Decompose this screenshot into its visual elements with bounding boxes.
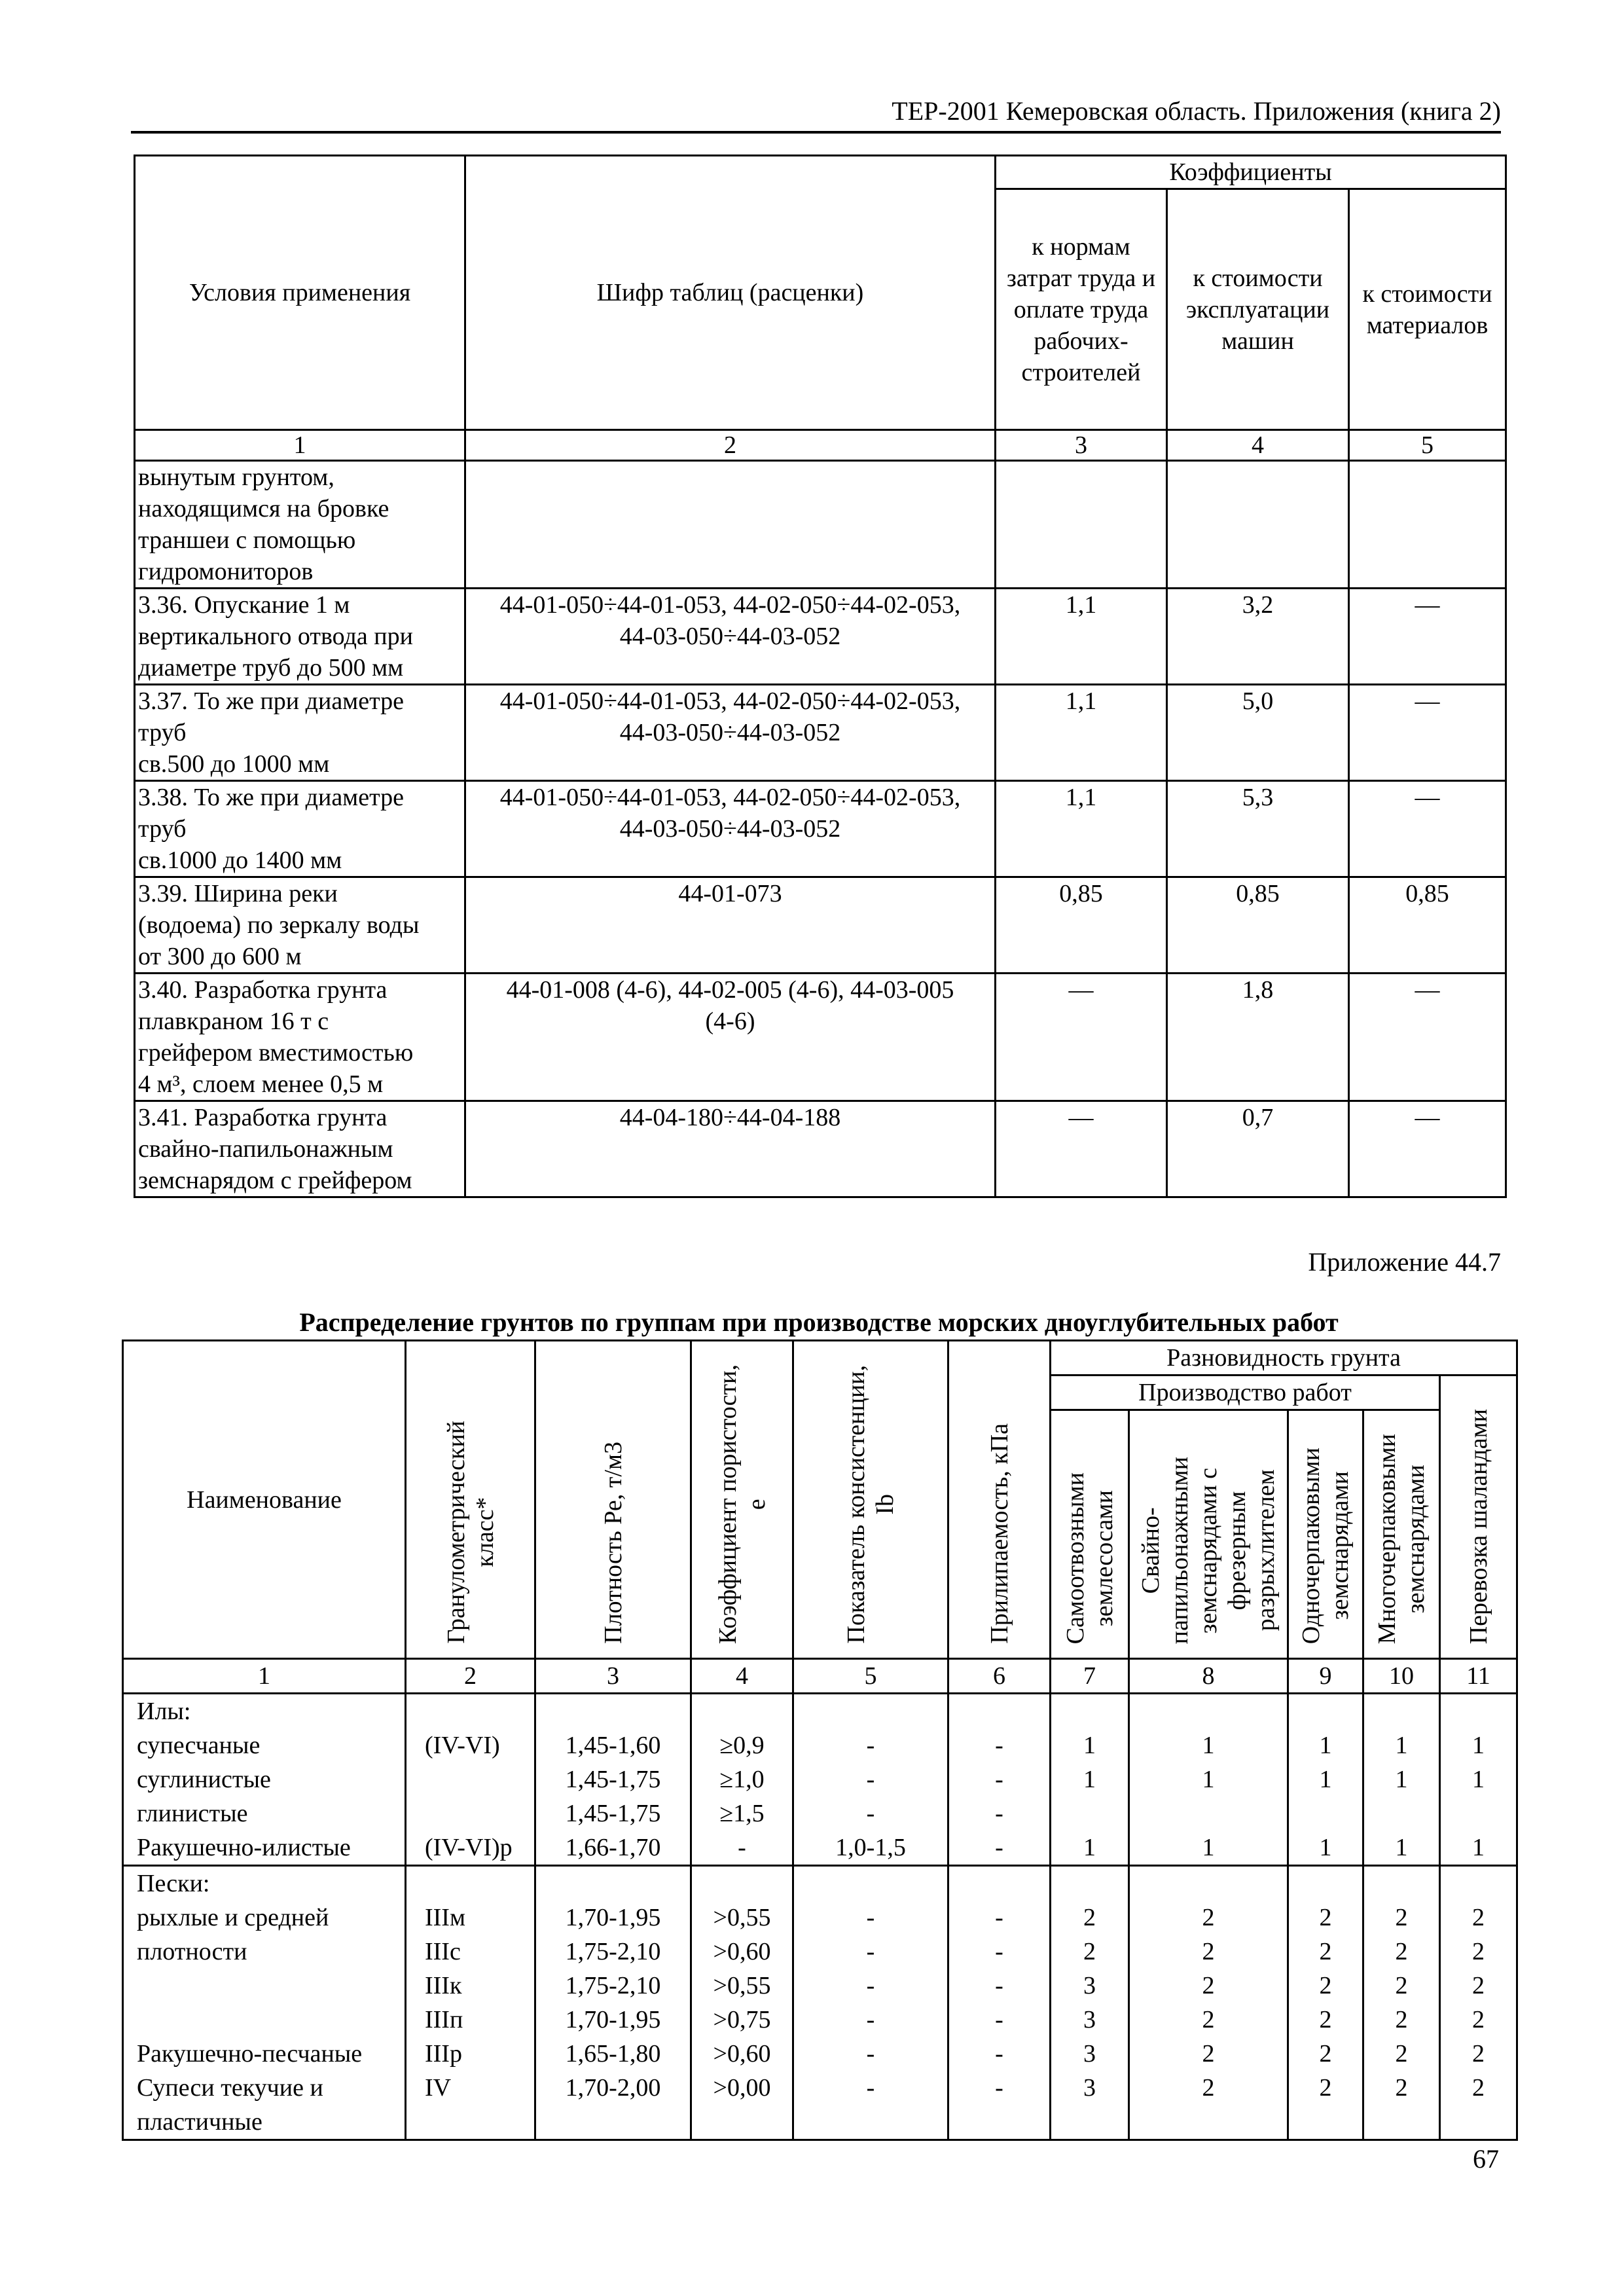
machine-coefficient: 0,85 xyxy=(1167,877,1349,974)
header-line: Одночерпаковыми xyxy=(1297,1447,1325,1644)
header-adhesion xyxy=(948,1341,1051,1659)
header-machines: к стоимости эксплуатации машин xyxy=(1167,189,1349,430)
cell-line: 2 xyxy=(1202,1938,1215,1965)
cell-line: 1 xyxy=(1472,1834,1485,1861)
header-density xyxy=(535,1341,691,1659)
machine-coefficient: 0,7 xyxy=(1167,1101,1349,1197)
cell-line: - xyxy=(866,1938,875,1965)
cell-line: труб xyxy=(138,815,187,843)
adhesion-value xyxy=(948,1694,1051,1866)
column-number: 5 xyxy=(1349,430,1506,461)
cell-line: св.1000 до 1400 мм xyxy=(138,847,342,874)
cell-line: 3.39. Ширина реки xyxy=(138,880,338,907)
material-coefficient xyxy=(1349,461,1506,589)
cell-line: 44-03-050÷44-03-052 xyxy=(619,623,841,650)
code-cell xyxy=(465,589,996,685)
cell-line: 2 xyxy=(1395,2074,1408,2102)
header-line: класс* xyxy=(471,1497,499,1568)
table-row xyxy=(135,1101,1506,1197)
table-row xyxy=(135,589,1506,685)
cell-line: траншеи с помощью xyxy=(138,526,356,554)
cell-line: вертикального отвода при xyxy=(138,623,413,650)
cell-line: 3.40. Разработка грунта xyxy=(138,976,388,1004)
column-number: 11 xyxy=(1440,1659,1517,1694)
cell-line: 2 xyxy=(1472,2074,1485,2102)
header-line: е xyxy=(742,1498,770,1510)
cell-line: 2 xyxy=(1319,1938,1332,1965)
cell-line: IIIп xyxy=(425,2006,463,2033)
cell-line: - xyxy=(995,1904,1003,1931)
cell-line: ≥0,9 xyxy=(719,1732,765,1759)
single-bucket-group xyxy=(1288,1866,1363,2140)
machine-coefficient: 3,2 xyxy=(1167,589,1349,685)
condition-cell xyxy=(135,685,465,781)
material-coefficient: — xyxy=(1349,1101,1506,1197)
table-row xyxy=(135,781,1506,877)
cell-line: находящимся на бровке xyxy=(138,495,389,522)
cell-line: пластичные xyxy=(137,2108,262,2136)
cell-line: диаметре труб до 500 мм xyxy=(138,654,404,682)
material-coefficient: — xyxy=(1349,589,1506,685)
cell-line: супесчаные xyxy=(137,1732,261,1759)
labor-coefficient: 1,1 xyxy=(996,685,1167,781)
condition-cell xyxy=(135,781,465,877)
cell-line: - xyxy=(866,1732,875,1759)
labor-coefficient: — xyxy=(996,974,1167,1101)
labor-coefficient: 0,85 xyxy=(996,877,1167,974)
labor-coefficient: 1,1 xyxy=(996,781,1167,877)
column-number: 6 xyxy=(948,1659,1051,1694)
cell-line: IIIр xyxy=(425,2040,462,2068)
cell-line: 2 xyxy=(1202,2074,1215,2102)
cell-line: 1,66-1,70 xyxy=(565,1834,661,1861)
cell-line: вынутым грунтом, xyxy=(138,464,334,491)
cell-line: 1 xyxy=(1202,1766,1215,1793)
cell-line: 2 xyxy=(1202,1904,1215,1931)
density-value xyxy=(535,1694,691,1866)
cell-line: 1 xyxy=(1083,1732,1096,1759)
table2-title: Распределение грунтов по группам при производстве морских дноуглубительных работ xyxy=(299,1307,1339,1337)
header-line: земснарядами xyxy=(1326,1471,1354,1620)
labor-coefficient xyxy=(996,461,1167,589)
table-row xyxy=(135,877,1506,974)
header-materials: к стоимости материалов xyxy=(1349,189,1506,430)
code-cell xyxy=(465,685,996,781)
header-line: Многочерпаковыми xyxy=(1373,1433,1401,1644)
cell-line: 44-01-073 xyxy=(678,880,782,907)
self-propelled-group xyxy=(1051,1866,1129,2140)
cell-line: >0,55 xyxy=(713,1904,771,1931)
coefficients-table xyxy=(134,155,1507,1198)
cell-line: 1 xyxy=(1395,1732,1408,1759)
column-number: 1 xyxy=(135,430,465,461)
cell-line: - xyxy=(866,1904,875,1931)
cell-line: 44-01-050÷44-01-053, 44-02-050÷44-02-053, xyxy=(499,591,961,619)
granulometric-class xyxy=(406,1866,535,2140)
cell-line: 1,75-2,10 xyxy=(565,1938,661,1965)
cell-line: - xyxy=(866,1972,875,1999)
header-code: Шифр таблиц (расценки) xyxy=(465,156,996,430)
cell-line: гидромониторов xyxy=(138,558,314,585)
cell-line: - xyxy=(995,1972,1003,1999)
appendix-label: Приложение 44.7 xyxy=(1308,1247,1501,1277)
cell-line: 1 xyxy=(1319,1766,1332,1793)
cell-line: Ракушечно-песчаные xyxy=(137,2040,363,2068)
soil-name xyxy=(123,1866,406,2140)
header-single-bucket xyxy=(1288,1410,1363,1659)
cell-line: - xyxy=(738,1834,746,1861)
cell-line: 2 xyxy=(1083,1904,1096,1931)
cell-line: IV xyxy=(425,2074,452,2102)
column-number: 8 xyxy=(1129,1659,1288,1694)
cell-line: (IV-VI) xyxy=(425,1732,500,1759)
header-porosity xyxy=(691,1341,793,1659)
labor-coefficient: 1,1 xyxy=(996,589,1167,685)
cell-line: 1 xyxy=(1083,1834,1096,1861)
column-number: 1 xyxy=(123,1659,406,1694)
cell-line: 1 xyxy=(1202,1732,1215,1759)
cell-line: - xyxy=(866,1766,875,1793)
cell-line: 44-01-050÷44-01-053, 44-02-050÷44-02-053, xyxy=(499,687,961,715)
cell-line: Ракушечно-илистые xyxy=(137,1834,351,1861)
header-name: Наименование xyxy=(123,1341,406,1659)
header-self-propelled xyxy=(1051,1410,1129,1659)
running-title: ТЕР-2001 Кемеровская область. Приложения (книга 2) xyxy=(892,96,1501,126)
header-line: Коэффициент пористости, xyxy=(713,1364,742,1644)
cell-line: глинистые xyxy=(137,1800,248,1827)
code-cell xyxy=(465,974,996,1101)
machine-coefficient xyxy=(1167,461,1349,589)
cell-line: 2 xyxy=(1395,1938,1408,1965)
cell-line: - xyxy=(995,1800,1003,1827)
cell-line: - xyxy=(866,1800,875,1827)
porosity-value xyxy=(691,1866,793,2140)
cell-line: 1,75-2,10 xyxy=(565,1972,661,1999)
table-row xyxy=(123,1866,1517,2140)
consistency-value xyxy=(793,1866,948,2140)
code-cell xyxy=(465,781,996,877)
cell-line: (водоема) по зеркалу воды xyxy=(138,911,420,939)
cell-line: 2 xyxy=(1395,1904,1408,1931)
condition-cell xyxy=(135,461,465,589)
header-line: Перевозка шаландами xyxy=(1464,1408,1492,1644)
cell-line: 2 xyxy=(1319,1904,1332,1931)
cell-line: 3 xyxy=(1083,1972,1096,1999)
material-coefficient: 0,85 xyxy=(1349,877,1506,974)
column-number: 2 xyxy=(406,1659,535,1694)
column-number: 4 xyxy=(1167,430,1349,461)
column-number: 4 xyxy=(691,1659,793,1694)
material-coefficient: — xyxy=(1349,685,1506,781)
multi-bucket-group xyxy=(1363,1866,1440,2140)
material-coefficient: — xyxy=(1349,781,1506,877)
pile-pontoon-group xyxy=(1129,1694,1288,1866)
header-pile-pontoon xyxy=(1129,1410,1288,1659)
cell-line: 3.41. Разработка грунта xyxy=(138,1104,388,1131)
column-number: 7 xyxy=(1051,1659,1129,1694)
cell-line: 1 xyxy=(1319,1834,1332,1861)
cell-line: земснарядом с грейфером xyxy=(138,1167,412,1194)
table-row xyxy=(135,461,1506,589)
cell-line: труб xyxy=(138,719,187,746)
header-line: земснарядами с xyxy=(1195,1467,1222,1633)
column-number: 9 xyxy=(1288,1659,1363,1694)
column-number: 3 xyxy=(996,430,1167,461)
cell-line: 1 xyxy=(1395,1766,1408,1793)
header-line: Прилипаемость, кПа xyxy=(985,1423,1013,1644)
header-line: Свайно- xyxy=(1137,1506,1164,1594)
cell-line: 1 xyxy=(1083,1766,1096,1793)
self-propelled-group xyxy=(1051,1694,1129,1866)
cell-line: св.500 до 1000 мм xyxy=(138,750,330,778)
header-line: Ib xyxy=(871,1494,899,1516)
code-cell xyxy=(465,1101,996,1197)
table-row xyxy=(135,974,1506,1101)
cell-line: - xyxy=(995,2074,1003,2102)
machine-coefficient: 1,8 xyxy=(1167,974,1349,1101)
cell-line: - xyxy=(995,2040,1003,2068)
cell-line: рыхлые и средней xyxy=(137,1904,329,1931)
cell-line: 2 xyxy=(1202,2006,1215,2033)
cell-line: 3.36. Опускание 1 м xyxy=(138,591,350,619)
multi-bucket-group xyxy=(1363,1694,1440,1866)
condition-cell xyxy=(135,877,465,974)
cell-line: 2 xyxy=(1319,2040,1332,2068)
header-multi-bucket xyxy=(1363,1410,1440,1659)
cell-line: суглинистые xyxy=(137,1766,271,1793)
header-line: землесосами xyxy=(1090,1489,1118,1626)
cell-line: 44-04-180÷44-04-188 xyxy=(619,1104,841,1131)
column-number: 10 xyxy=(1363,1659,1440,1694)
cell-line: - xyxy=(995,1938,1003,1965)
cell-line: - xyxy=(995,1766,1003,1793)
single-bucket-group xyxy=(1288,1694,1363,1866)
cell-line: 4 м³, слоем менее 0,5 м xyxy=(138,1070,384,1098)
cell-line: 2 xyxy=(1083,1938,1096,1965)
cell-line: - xyxy=(866,2006,875,2033)
cell-line: 1 xyxy=(1472,1732,1485,1759)
cell-line: >0,00 xyxy=(713,2074,771,2102)
barge-group xyxy=(1440,1866,1517,2140)
header-line: фрезерным xyxy=(1223,1490,1251,1610)
header-line: земснарядами xyxy=(1402,1464,1430,1613)
cell-line: 1 xyxy=(1472,1766,1485,1793)
cell-line: 1,45-1,60 xyxy=(565,1732,661,1759)
adhesion-value xyxy=(948,1866,1051,2140)
header-labor: к нормам затрат труда и оплате труда рабочих-строителей xyxy=(996,189,1167,430)
cell-line: 1,70-1,95 xyxy=(565,1904,661,1931)
cell-line: плотности xyxy=(137,1938,247,1965)
density-value xyxy=(535,1866,691,2140)
cell-line: Супеси текучие и xyxy=(137,2074,323,2102)
cell-line: >0,75 xyxy=(713,2006,771,2033)
header-soil-type: Разновидность грунта xyxy=(1051,1341,1517,1376)
cell-line: (4-6) xyxy=(705,1008,755,1035)
cell-line: - xyxy=(995,1834,1003,1861)
cell-line: Илы: xyxy=(137,1698,191,1725)
cell-line: 44-01-050÷44-01-053, 44-02-050÷44-02-053, xyxy=(499,784,961,811)
header-conditions: Условия применения xyxy=(135,156,465,430)
cell-line: 3.38. То же при диаметре xyxy=(138,784,405,811)
cell-line: 2 xyxy=(1472,1972,1485,1999)
page-number: 67 xyxy=(1473,2144,1499,2174)
cell-line: 2 xyxy=(1395,2006,1408,2033)
cell-line: - xyxy=(866,2040,875,2068)
column-number: 2 xyxy=(465,430,996,461)
cell-line: 2 xyxy=(1472,2006,1485,2033)
table-row xyxy=(123,1694,1517,1866)
header-line: папильонажными xyxy=(1166,1456,1193,1644)
header-line: Показатель консистенции, xyxy=(842,1365,870,1644)
cell-line: 3 xyxy=(1083,2074,1096,2102)
cell-line: - xyxy=(995,1732,1003,1759)
porosity-value xyxy=(691,1694,793,1866)
code-cell xyxy=(465,461,996,589)
material-coefficient: — xyxy=(1349,974,1506,1101)
cell-line: Пески: xyxy=(137,1870,210,1897)
condition-cell xyxy=(135,589,465,685)
cell-line: 2 xyxy=(1472,1938,1485,1965)
cell-line: 2 xyxy=(1319,1972,1332,1999)
cell-line: IIIм xyxy=(425,1904,466,1931)
cell-line: 2 xyxy=(1395,2040,1408,2068)
header-line: Плотность Ре, т/м3 xyxy=(599,1442,627,1644)
cell-line: 1 xyxy=(1395,1834,1408,1861)
table-row xyxy=(135,685,1506,781)
cell-line: 1,65-1,80 xyxy=(565,2040,661,2068)
cell-line: 2 xyxy=(1319,2074,1332,2102)
header-works: Производство работ xyxy=(1051,1376,1440,1410)
header-coefficients: Коэффициенты xyxy=(996,156,1506,189)
cell-line: - xyxy=(866,2074,875,2102)
cell-line: плавкраном 16 т с xyxy=(138,1008,329,1035)
header-consistency xyxy=(793,1341,948,1659)
header-line: Гранулометрический xyxy=(442,1421,470,1644)
cell-line: 2 xyxy=(1472,1904,1485,1931)
machine-coefficient: 5,0 xyxy=(1167,685,1349,781)
labor-coefficient: — xyxy=(996,1101,1167,1197)
cell-line: 3 xyxy=(1083,2040,1096,2068)
cell-line: 2 xyxy=(1395,1972,1408,1999)
cell-line: 44-03-050÷44-03-052 xyxy=(619,815,841,843)
column-number: 5 xyxy=(793,1659,948,1694)
cell-line: - xyxy=(995,2006,1003,2033)
granulometric-class xyxy=(406,1694,535,1866)
soil-name xyxy=(123,1694,406,1866)
condition-cell xyxy=(135,1101,465,1197)
cell-line: (IV-VI)р xyxy=(425,1834,513,1861)
cell-line: 3.37. То же при диаметре xyxy=(138,687,405,715)
cell-line: 1 xyxy=(1202,1834,1215,1861)
condition-cell xyxy=(135,974,465,1101)
header-granulometric xyxy=(406,1341,535,1659)
cell-line: 2 xyxy=(1472,2040,1485,2068)
header-line: разрыхлителем xyxy=(1252,1469,1280,1631)
header-rule xyxy=(131,131,1501,134)
cell-line: IIIс xyxy=(425,1938,461,1965)
header-line: Самоотвозными xyxy=(1061,1472,1089,1644)
cell-line: 1 xyxy=(1319,1732,1332,1759)
cell-line: от 300 до 600 м xyxy=(138,943,302,970)
cell-line: 3 xyxy=(1083,2006,1096,2033)
cell-line: ≥1,5 xyxy=(719,1800,765,1827)
cell-line: свайно-папильонажным xyxy=(138,1135,393,1163)
cell-line: 1,70-1,95 xyxy=(565,2006,661,2033)
soil-groups-table xyxy=(122,1339,1518,2141)
consistency-value xyxy=(793,1694,948,1866)
cell-line: 44-03-050÷44-03-052 xyxy=(619,719,841,746)
column-number-row xyxy=(135,430,1506,461)
cell-line: 2 xyxy=(1202,2040,1215,2068)
column-number-row xyxy=(123,1659,1517,1694)
cell-line: 1,45-1,75 xyxy=(565,1800,661,1827)
machine-coefficient: 5,3 xyxy=(1167,781,1349,877)
cell-line: грейфером вместимостью xyxy=(138,1039,414,1066)
cell-line: IIIк xyxy=(425,1972,462,1999)
cell-line: >0,60 xyxy=(713,2040,771,2068)
cell-line: 2 xyxy=(1319,2006,1332,2033)
cell-line: 1,0-1,5 xyxy=(835,1834,906,1861)
cell-line: 1,45-1,75 xyxy=(565,1766,661,1793)
header-barges xyxy=(1440,1376,1517,1659)
cell-line: 44-01-008 (4-6), 44-02-005 (4-6), 44-03-005 xyxy=(506,976,954,1004)
code-cell xyxy=(465,877,996,974)
cell-line: 1,70-2,00 xyxy=(565,2074,661,2102)
cell-line: >0,60 xyxy=(713,1938,771,1965)
cell-line: >0,55 xyxy=(713,1972,771,1999)
barge-group xyxy=(1440,1694,1517,1866)
cell-line: ≥1,0 xyxy=(719,1766,765,1793)
pile-pontoon-group xyxy=(1129,1866,1288,2140)
cell-line: 2 xyxy=(1202,1972,1215,1999)
column-number: 3 xyxy=(535,1659,691,1694)
